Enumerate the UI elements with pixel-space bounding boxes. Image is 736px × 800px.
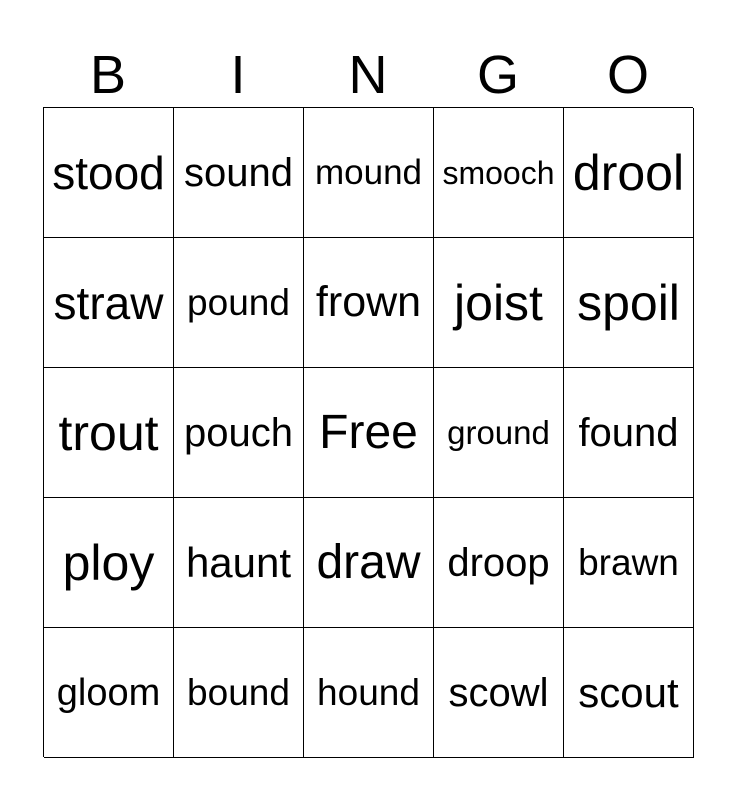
bingo-cell[interactable]: hound [304, 628, 434, 758]
bingo-cell[interactable]: straw [44, 238, 174, 368]
bingo-cell[interactable]: pouch [174, 368, 304, 498]
bingo-cell[interactable]: droop [434, 498, 564, 628]
bingo-cell[interactable]: stood [44, 108, 174, 238]
bingo-cell[interactable]: scout [564, 628, 694, 758]
bingo-cell[interactable]: gloom [44, 628, 174, 758]
bingo-board [43, 107, 693, 757]
bingo-cell[interactable]: scowl [434, 628, 564, 758]
header-letter-g: G [476, 45, 519, 105]
bingo-cell[interactable]: bound [174, 628, 304, 758]
header-letter-n: N [348, 45, 388, 105]
bingo-cell[interactable]: haunt [174, 498, 304, 628]
bingo-cell[interactable]: mound [304, 108, 434, 238]
bingo-cell[interactable]: trout [44, 368, 174, 498]
bingo-cell[interactable]: pound [174, 238, 304, 368]
bingo-cell[interactable]: found [564, 368, 694, 498]
bingo-cell[interactable]: spoil [564, 238, 694, 368]
header-letter-b: B [89, 45, 127, 105]
bingo-cell[interactable]: sound [174, 108, 304, 238]
bingo-cell[interactable]: ploy [44, 498, 174, 628]
bingo-header [43, 44, 693, 106]
bingo-cell[interactable]: drool [564, 108, 694, 238]
bingo-cell[interactable]: draw [304, 498, 434, 628]
bingo-cell[interactable]: frown [304, 238, 434, 368]
bingo-cell[interactable]: smooch [434, 108, 564, 238]
bingo-cell-free[interactable]: Free [304, 368, 434, 498]
bingo-cell[interactable]: brawn [564, 498, 694, 628]
header-letter-o: O [606, 45, 649, 105]
bingo-cell[interactable]: joist [434, 238, 564, 368]
header-letter-i: I [230, 45, 246, 105]
bingo-cell[interactable]: ground [434, 368, 564, 498]
